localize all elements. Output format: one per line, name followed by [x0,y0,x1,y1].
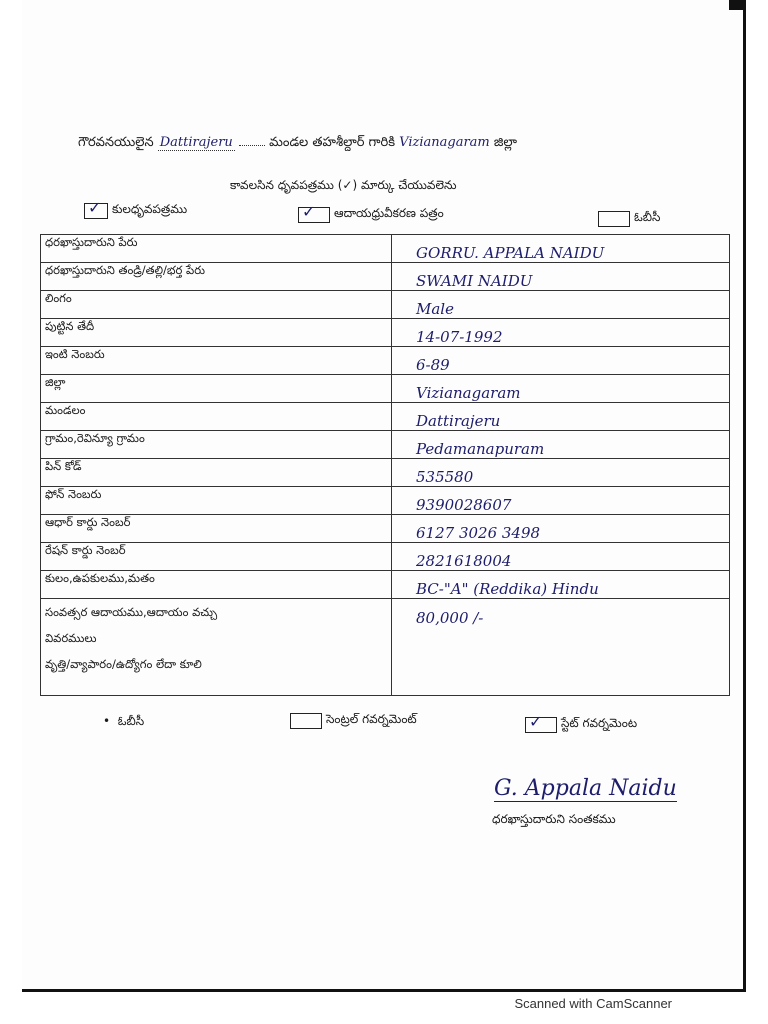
table-row [41,319,730,347]
income-label-line: సంవత్సర ఆదాయము,ఆదాయం వచ్చు [45,605,218,619]
check-mark-icon: ✓ [302,201,316,221]
income-label [41,599,392,696]
field-value[interactable]: BC-"A" (Reddika) Hindu [392,571,730,599]
signature-label: ధరఖాస్తుదారుని సంతకము [492,812,616,826]
table-row [41,487,730,515]
table-row [41,543,730,571]
field-value[interactable]: Vizianagaram [392,375,730,403]
field-label: ధరఖాస్తుదారుని తండ్రి/తల్లి/భర్త పేరు [41,263,392,291]
checkbox[interactable] [598,211,630,227]
state-government-label: స్టేట్ గవర్నమెంట [561,716,638,730]
field-label: గ్రామం,రెవిన్యూ గ్రామం [41,431,392,459]
field-label: పుట్టిన తేదీ [41,319,392,347]
table-row [41,291,730,319]
table-row [41,515,730,543]
table-row [41,459,730,487]
table-row [41,263,730,291]
field-value[interactable]: Male [392,291,730,319]
instruction-line: కావలసిన ధృవపత్రము (✓) మార్కు చేయువలెను [230,178,457,192]
field-label: లింగం [41,291,392,319]
field-value[interactable]: 6127 3026 3498 [392,515,730,543]
obc-label: ఓబీసీ [117,714,145,728]
field-value[interactable]: 535580 [392,459,730,487]
field-label: ఇంటి నెంబరు [41,347,392,375]
check-mark-icon: ✓ [88,197,102,217]
income-value[interactable]: 80,000 /- [392,599,730,696]
obc-certificate-option[interactable] [598,210,660,227]
field-label: మండలం [41,403,392,431]
field-label: ఫోన్ నెంబరు [41,487,392,515]
caste-certificate-option[interactable] [84,197,188,219]
income-certificate-option[interactable] [298,201,444,223]
field-value[interactable]: Pedamanapuram [392,431,730,459]
field-value[interactable]: 14-07-1992 [392,319,730,347]
checkbox[interactable] [290,713,322,729]
central-government-label: సెంట్రల్ గవర్నమెంట్ [326,712,417,726]
salutation-prefix: గౌరవనయులైన [78,135,154,150]
income-row [41,599,730,696]
income-label-line: వివరములు [45,631,97,645]
central-government-option[interactable] [290,712,417,729]
caste-certificate-label: కులధృవపత్రము [112,202,188,216]
applicant-details-table [40,234,730,696]
district-handwritten: Vizianagaram [399,135,490,150]
field-label: ధరఖాస్తుదారుని పేరు [41,235,392,263]
field-value[interactable]: 6-89 [392,347,730,375]
checkbox[interactable] [298,201,330,223]
table-row [41,235,730,263]
field-value[interactable]: 9390028607 [392,487,730,515]
income-label-line: వృత్తి/వ్యాపారం/ఉద్యోగం లేదా కూలి [45,657,202,671]
obc-bullet: • ఓబీసీ [103,714,145,728]
table-row [41,403,730,431]
field-label: కులం,ఉపకులము,మతం [41,571,392,599]
field-label: ఆధార్ కార్డు నెంబర్ [41,515,392,543]
table-row [41,571,730,599]
income-certificate-label: ఆదాయధ్రువీకరణ పత్రం [334,206,444,220]
table-row [41,347,730,375]
scanner-watermark: Scanned with CamScanner [514,996,672,1011]
field-value[interactable]: GORRU. APPALA NAIDU [392,235,730,263]
checkbox[interactable] [84,197,108,219]
applicant-signature: G. Appala Naidu [494,776,677,801]
table-row [41,375,730,403]
obc-certificate-label: ఓబీసీ [634,210,661,224]
field-value[interactable]: SWAMI NAIDU [392,263,730,291]
state-government-option[interactable] [525,711,638,733]
field-label: జిల్లా [41,375,392,403]
salutation-suffix: జిల్లా [493,135,517,150]
field-label: పిన్ కోడ్ [41,459,392,487]
check-mark-icon: ✓ [529,711,543,731]
salutation-middle: మండల తహశీల్దార్ గారికి [269,135,396,150]
field-value[interactable]: Dattirajeru [392,403,730,431]
field-value[interactable]: 2821618004 [392,543,730,571]
salutation-line [78,135,517,153]
checkbox[interactable] [525,711,557,733]
field-label: రేషన్ కార్డు నెంబర్ [41,543,392,571]
mandal-handwritten: Dattirajeru [159,135,233,150]
table-row [41,431,730,459]
scan-corner [729,0,743,10]
